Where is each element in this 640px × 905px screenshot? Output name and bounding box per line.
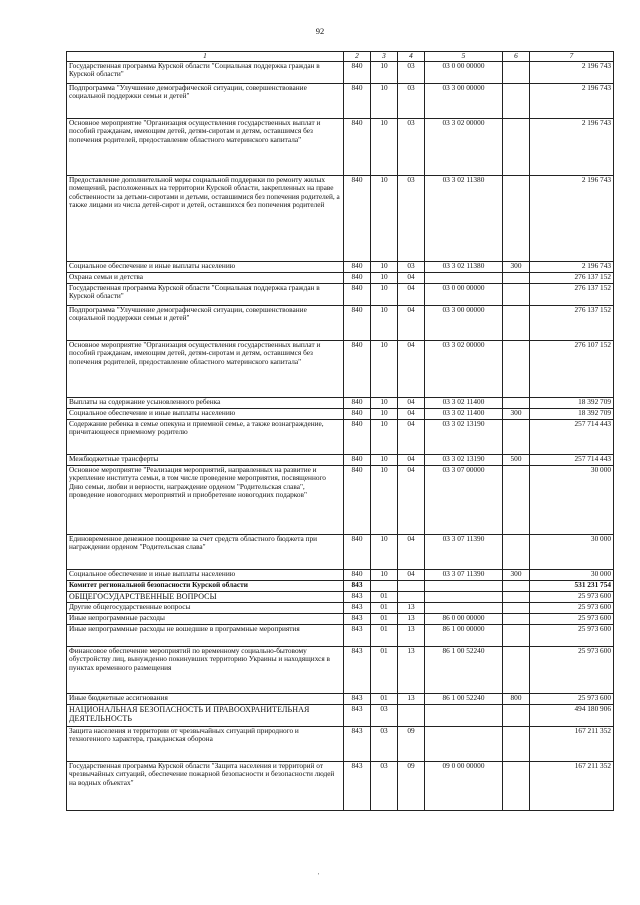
cell-target-article: 86 1 00 52240: [425, 647, 503, 694]
cell-section: 03: [371, 705, 398, 727]
cell-name: Выплаты на содержание усыновленного ребенка: [67, 398, 344, 409]
cell-expense-type: [503, 273, 530, 284]
cell-amount: 18 392 709: [530, 398, 614, 409]
cell-expense-type: 800: [503, 694, 530, 705]
cell-admin-code: 843: [344, 727, 371, 762]
cell-target-article: 03 3 00 00000: [425, 306, 503, 341]
cell-admin-code: 840: [344, 84, 371, 119]
table-row: [67, 614, 614, 625]
cell-name: Государственная программа Курской области "Защита населения и территорий от чрезвычайных ситуаций, обеспечение пожарной безопасности и безопасности людей на водных объектах": [67, 762, 344, 811]
table-header-row: [67, 52, 614, 62]
table-row: [67, 176, 614, 262]
cell-admin-code: 840: [344, 284, 371, 306]
cell-section: 01: [371, 614, 398, 625]
cell-subsection: 13: [398, 694, 425, 705]
table-row: [67, 409, 614, 420]
cell-expense-type: [503, 62, 530, 84]
cell-admin-code: 840: [344, 466, 371, 535]
cell-amount: 494 180 906: [530, 705, 614, 727]
cell-amount: 25 973 600: [530, 625, 614, 647]
cell-expense-type: [503, 284, 530, 306]
table-row: [67, 420, 614, 455]
table-row: [67, 455, 614, 466]
cell-name: Комитет региональной безопасности Курской области: [67, 581, 344, 592]
cell-subsection: 04: [398, 341, 425, 398]
cell-target-article: 03 0 00 00000: [425, 284, 503, 306]
table-row: [67, 84, 614, 119]
cell-amount: 2 196 743: [530, 176, 614, 262]
cell-target-article: [425, 603, 503, 614]
cell-subsection: 04: [398, 284, 425, 306]
cell-name: Подпрограмма "Улучшение демографической ситуации, совершенствование социальной поддержки семьи и детей": [67, 306, 344, 341]
cell-amount: 25 973 600: [530, 694, 614, 705]
cell-name: Охрана семьи и детства: [67, 273, 344, 284]
cell-amount: 30 000: [530, 466, 614, 535]
cell-subsection: 09: [398, 762, 425, 811]
cell-expense-type: 300: [503, 409, 530, 420]
cell-amount: 276 107 152: [530, 341, 614, 398]
cell-section: 10: [371, 455, 398, 466]
cell-target-article: 86 1 00 00000: [425, 625, 503, 647]
cell-admin-code: 843: [344, 705, 371, 727]
cell-admin-code: 843: [344, 694, 371, 705]
cell-subsection: 04: [398, 570, 425, 581]
table-body: [67, 62, 614, 811]
cell-section: 10: [371, 466, 398, 535]
cell-amount: 25 973 600: [530, 603, 614, 614]
header-col-2: 2: [344, 52, 371, 62]
cell-expense-type: [503, 341, 530, 398]
table-row: [67, 694, 614, 705]
table-row: [67, 466, 614, 535]
cell-section: 10: [371, 62, 398, 84]
cell-target-article: 03 3 02 00000: [425, 341, 503, 398]
cell-amount: 276 137 152: [530, 306, 614, 341]
cell-section: 03: [371, 727, 398, 762]
cell-section: 10: [371, 176, 398, 262]
cell-amount: 18 392 709: [530, 409, 614, 420]
table-row: [67, 398, 614, 409]
cell-section: 10: [371, 341, 398, 398]
cell-target-article: [425, 581, 503, 592]
cell-amount: 2 196 743: [530, 262, 614, 273]
budget-table: [66, 51, 614, 811]
cell-expense-type: [503, 647, 530, 694]
cell-expense-type: [503, 705, 530, 727]
cell-name: Основное мероприятие "Организация осуществления государственных выплат и пособий гражданам, имеющим детей, детям-сиротам и детям, оставшимся без попечения родителей, предоставление областного материнского капитала": [67, 119, 344, 176]
cell-section: 10: [371, 262, 398, 273]
header-col-6: 6: [503, 52, 530, 62]
cell-expense-type: [503, 625, 530, 647]
cell-subsection: 04: [398, 455, 425, 466]
cell-subsection: 13: [398, 603, 425, 614]
cell-name: Государственная программа Курской области "Социальная поддержка граждан в Курской области": [67, 284, 344, 306]
cell-admin-code: 840: [344, 62, 371, 84]
cell-admin-code: 840: [344, 341, 371, 398]
cell-expense-type: [503, 727, 530, 762]
cell-amount: 276 137 152: [530, 273, 614, 284]
cell-amount: 276 137 152: [530, 284, 614, 306]
cell-amount: 167 211 352: [530, 762, 614, 811]
cell-expense-type: [503, 603, 530, 614]
cell-amount: 257 714 443: [530, 455, 614, 466]
cell-name: Иные бюджетные ассигнования: [67, 694, 344, 705]
table-row: [67, 647, 614, 694]
cell-target-article: 03 3 07 11390: [425, 570, 503, 581]
header-col-7: 7: [530, 52, 614, 62]
table-row: [67, 119, 614, 176]
cell-admin-code: 840: [344, 273, 371, 284]
cell-section: [371, 581, 398, 592]
cell-admin-code: 843: [344, 625, 371, 647]
cell-subsection: 13: [398, 647, 425, 694]
cell-target-article: 03 3 02 00000: [425, 119, 503, 176]
cell-target-article: 86 0 00 00000: [425, 614, 503, 625]
cell-expense-type: [503, 762, 530, 811]
cell-subsection: 03: [398, 84, 425, 119]
cell-subsection: [398, 592, 425, 603]
cell-expense-type: 300: [503, 262, 530, 273]
cell-amount: 30 000: [530, 570, 614, 581]
cell-section: 10: [371, 535, 398, 570]
cell-amount: 30 000: [530, 535, 614, 570]
cell-admin-code: 843: [344, 647, 371, 694]
cell-amount: 2 196 743: [530, 62, 614, 84]
cell-target-article: 03 3 02 11400: [425, 398, 503, 409]
cell-section: 10: [371, 398, 398, 409]
cell-target-article: 86 1 00 52240: [425, 694, 503, 705]
cell-section: 10: [371, 570, 398, 581]
cell-amount: 2 196 743: [530, 119, 614, 176]
footer-mark: ': [318, 872, 320, 880]
cell-name: Социальное обеспечение и иные выплаты населению: [67, 570, 344, 581]
cell-amount: 257 714 443: [530, 420, 614, 455]
cell-name: Подпрограмма "Улучшение демографической ситуации, совершенствование социальной поддержки семьи и детей": [67, 84, 344, 119]
cell-subsection: 04: [398, 306, 425, 341]
cell-subsection: [398, 581, 425, 592]
cell-section: 10: [371, 284, 398, 306]
cell-target-article: [425, 705, 503, 727]
cell-amount: 25 973 600: [530, 614, 614, 625]
cell-subsection: 04: [398, 398, 425, 409]
cell-admin-code: 840: [344, 455, 371, 466]
page-number: 92: [315, 26, 325, 36]
table-row: [67, 62, 614, 84]
table-row: [67, 625, 614, 647]
cell-name: ОБЩЕГОСУДАРСТВЕННЫЕ ВОПРОСЫ: [67, 592, 344, 603]
cell-admin-code: 840: [344, 262, 371, 273]
cell-section: 01: [371, 592, 398, 603]
cell-target-article: 03 0 00 00000: [425, 62, 503, 84]
table-row: [67, 570, 614, 581]
cell-target-article: 03 3 00 00000: [425, 84, 503, 119]
cell-admin-code: 840: [344, 119, 371, 176]
cell-subsection: 04: [398, 466, 425, 535]
cell-section: 01: [371, 694, 398, 705]
cell-amount: 25 973 600: [530, 592, 614, 603]
table-row: [67, 762, 614, 811]
cell-admin-code: 843: [344, 603, 371, 614]
cell-section: 01: [371, 603, 398, 614]
cell-subsection: 04: [398, 273, 425, 284]
cell-section: 10: [371, 273, 398, 284]
cell-name: Иные непрограммные расходы не вошедшие в программные мероприятия: [67, 625, 344, 647]
cell-expense-type: [503, 176, 530, 262]
table-row: [67, 262, 614, 273]
cell-expense-type: [503, 306, 530, 341]
cell-target-article: [425, 727, 503, 762]
cell-section: 10: [371, 84, 398, 119]
header-col-1: 1: [67, 52, 344, 62]
cell-amount: 2 196 743: [530, 84, 614, 119]
cell-target-article: 03 3 02 11380: [425, 262, 503, 273]
cell-name: Основное мероприятие "Организация осуществления государственных выплат и пособий гражданам, имеющим детей, детям-сиротам и детям, оставшимся без попечения родителей, предоставление областного материнского капитала": [67, 341, 344, 398]
header-col-4: 4: [398, 52, 425, 62]
cell-subsection: 03: [398, 62, 425, 84]
cell-admin-code: 843: [344, 614, 371, 625]
cell-target-article: [425, 592, 503, 603]
cell-expense-type: [503, 535, 530, 570]
cell-expense-type: [503, 420, 530, 455]
cell-name: Единовременное денежное поощрение за счет средств областного бюджета при награждении орденом "Родительская слава": [67, 535, 344, 570]
cell-name: Содержание ребенка в семье опекуна и приемной семье, а также вознаграждение, причитающееся приемному родителю: [67, 420, 344, 455]
cell-expense-type: 500: [503, 455, 530, 466]
cell-target-article: 03 3 07 00000: [425, 466, 503, 535]
cell-name: Социальное обеспечение и иные выплаты населению: [67, 409, 344, 420]
cell-expense-type: [503, 119, 530, 176]
cell-amount: 25 973 600: [530, 647, 614, 694]
table-row: [67, 535, 614, 570]
cell-subsection: 13: [398, 614, 425, 625]
cell-section: 10: [371, 306, 398, 341]
cell-admin-code: 840: [344, 176, 371, 262]
table-row: [67, 727, 614, 762]
cell-subsection: 03: [398, 176, 425, 262]
cell-subsection: 04: [398, 535, 425, 570]
cell-subsection: 04: [398, 409, 425, 420]
cell-target-article: 03 3 02 13190: [425, 420, 503, 455]
cell-target-article: 03 3 02 11380: [425, 176, 503, 262]
cell-name: Иные непрограммные расходы: [67, 614, 344, 625]
cell-section: 01: [371, 625, 398, 647]
cell-expense-type: [503, 592, 530, 603]
cell-subsection: 03: [398, 262, 425, 273]
cell-admin-code: 840: [344, 570, 371, 581]
cell-subsection: 04: [398, 420, 425, 455]
cell-admin-code: 840: [344, 306, 371, 341]
cell-subsection: 03: [398, 119, 425, 176]
table-row: [67, 341, 614, 398]
table-row: [67, 603, 614, 614]
cell-expense-type: [503, 398, 530, 409]
cell-admin-code: 843: [344, 581, 371, 592]
cell-admin-code: 843: [344, 592, 371, 603]
cell-expense-type: 300: [503, 570, 530, 581]
cell-subsection: [398, 705, 425, 727]
cell-amount: 167 211 352: [530, 727, 614, 762]
cell-admin-code: 840: [344, 535, 371, 570]
cell-subsection: 13: [398, 625, 425, 647]
cell-expense-type: [503, 466, 530, 535]
cell-name: Предоставление дополнительной меры социальной поддержки по ремонту жилых помещений, расположенных на территории Курской области, закрепленных на праве собственности за детьми-сиротами и детьми, оставшимися без попечения родителей, а также лицами из числа детей-сирот и детей, оставшихся без попечения родителей: [67, 176, 344, 262]
table-row: [67, 284, 614, 306]
cell-name: Защита населения и территории от чрезвычайных ситуаций природного и техногенного характера, гражданская оборона: [67, 727, 344, 762]
cell-expense-type: [503, 581, 530, 592]
table-row: [67, 273, 614, 284]
cell-section: 10: [371, 409, 398, 420]
cell-subsection: 09: [398, 727, 425, 762]
cell-section: 03: [371, 762, 398, 811]
cell-admin-code: 843: [344, 762, 371, 811]
cell-name: НАЦИОНАЛЬНАЯ БЕЗОПАСНОСТЬ И ПРАВООХРАНИТЕЛЬНАЯ ДЕЯТЕЛЬНОСТЬ: [67, 705, 344, 727]
cell-expense-type: [503, 614, 530, 625]
cell-section: 01: [371, 647, 398, 694]
cell-admin-code: 840: [344, 409, 371, 420]
table-row: [67, 592, 614, 603]
cell-name: Другие общегосударственные вопросы: [67, 603, 344, 614]
cell-name: Социальное обеспечение и иные выплаты населению: [67, 262, 344, 273]
cell-admin-code: 840: [344, 420, 371, 455]
cell-target-article: 03 3 02 11400: [425, 409, 503, 420]
cell-expense-type: [503, 84, 530, 119]
header-col-5: 5: [425, 52, 503, 62]
cell-section: 10: [371, 119, 398, 176]
cell-name: Государственная программа Курской области "Социальная поддержка граждан в Курской области": [67, 62, 344, 84]
table-row: [67, 705, 614, 727]
cell-section: 10: [371, 420, 398, 455]
header-col-3: 3: [371, 52, 398, 62]
cell-admin-code: 840: [344, 398, 371, 409]
cell-target-article: [425, 273, 503, 284]
cell-target-article: 09 0 00 00000: [425, 762, 503, 811]
cell-name: Финансовое обеспечение мероприятий по временному социально-бытовому обустройству лиц, вынужденно покинувших территорию Украины и находящихся в пунктах временного размещения: [67, 647, 344, 694]
cell-name: Межбюджетные трансферты: [67, 455, 344, 466]
cell-target-article: 03 3 07 11390: [425, 535, 503, 570]
cell-name: Основное мероприятие "Реализация мероприятий, направленных на развитие и укрепление института семьи, в том числе проведение мероприятия, посвященного Дню семьи, любви и верности, награждение орденом "Родительская слава", проведение новогодних мероприятий и приобретение новогодних подарков": [67, 466, 344, 535]
table-row: [67, 306, 614, 341]
cell-target-article: 03 3 02 13190: [425, 455, 503, 466]
table-row: [67, 581, 614, 592]
cell-amount: 531 231 754: [530, 581, 614, 592]
